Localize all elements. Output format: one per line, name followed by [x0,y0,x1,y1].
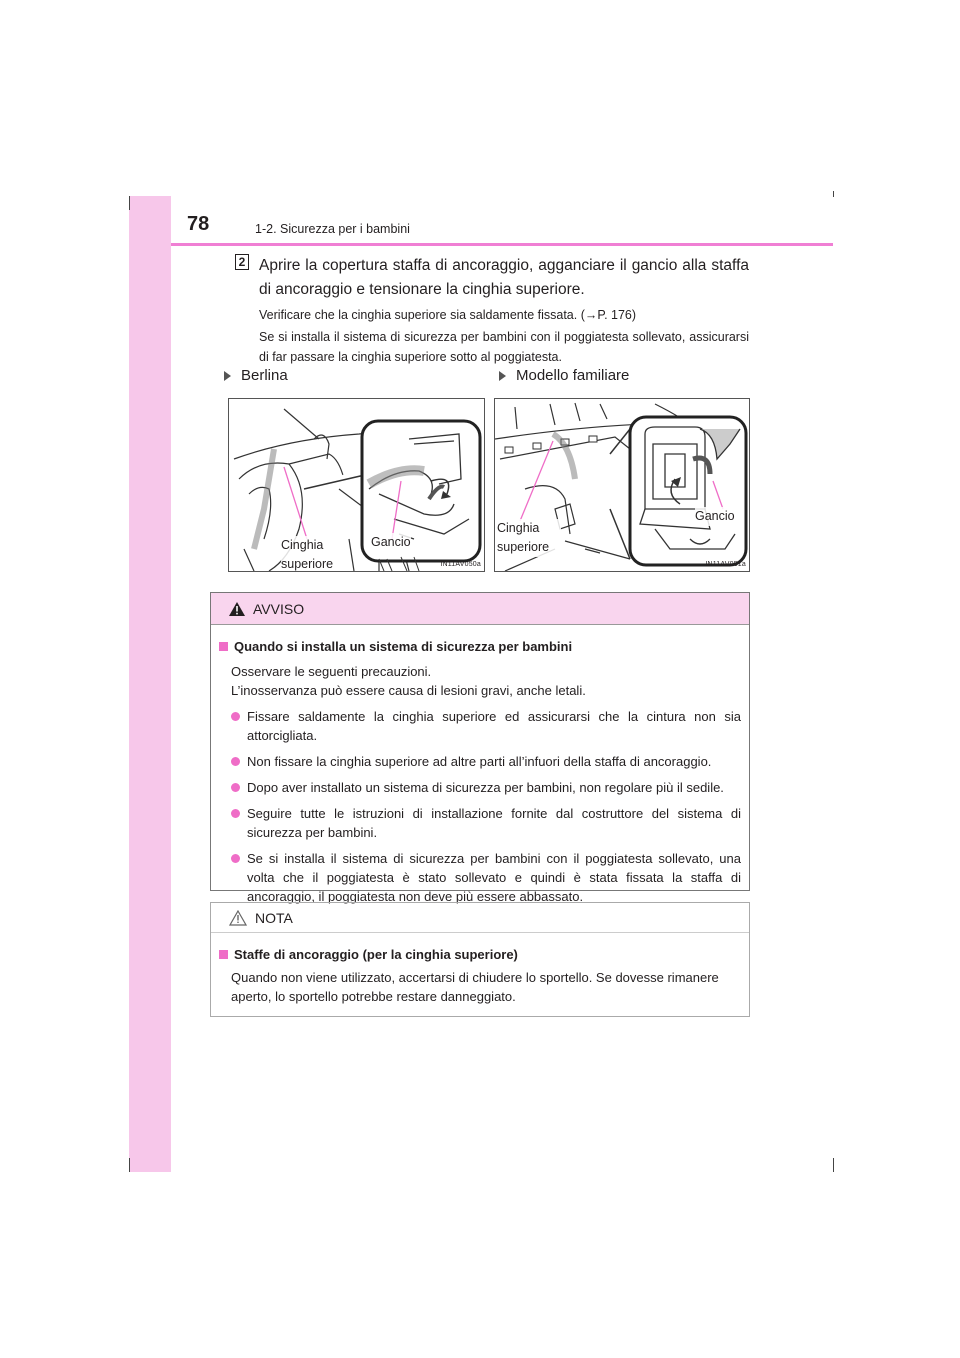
step-notes [259,305,749,369]
warning-bullet-text: Dopo aver installato un sistema di sicurezza per bambini, non regolare più il sedile. [247,780,724,795]
warning-intro-line: L’inosservanza può essere causa di lesioni gravi, anche letali. [231,683,586,698]
notice-body [211,933,749,1006]
round-bullet-icon [231,854,240,863]
warning-triangle-icon [229,602,245,616]
section-title: 1-2. Sicurezza per i bambini [255,222,410,236]
warning-box [210,592,750,904]
round-bullet-icon [231,809,240,818]
crop-mark [833,191,834,197]
warning-bullet-text: Se si installa il sistema di sicurezza per bambini con il poggiatesta sollevato, una volta che il poggiatesta è stato sollevato e quindi è stata fissata la staffa di ancoraggio, il poggiatesta non deve più essere abbassato. [247,851,741,904]
warning-bullet-text: Fissare saldamente la cinghia superiore ed assicurarsi che la cintura non sia attorcigliata. [247,709,741,743]
warning-intro [219,662,741,700]
step-instruction: Aprire la copertura staffa di ancoraggio, agganciare il gancio alla staffa di ancoraggio e tensionare la cinghia superiore. [259,257,749,298]
warning-body [211,625,749,906]
warning-bullet [219,849,741,906]
figure-code: IN11AV050a [440,561,481,568]
warning-heading [219,637,741,656]
warning-heading-text: Quando si installa un sistema di sicurezza per bambini [234,639,573,654]
figure-sedan-illustration [228,398,485,572]
figure-label-sedan [224,367,288,384]
figure-label-wagon [499,367,629,384]
notice-text: Quando non viene utilizzato, accertarsi di chiudere lo sportello. Se dovesse rimanere aperto, lo sportello potrebbe restare danneggiato. [231,970,719,1004]
round-bullet-icon [231,757,240,766]
figure-label-text: Modello familiare [516,367,630,384]
callout-hook: Gancio [695,507,735,526]
round-bullet-icon [231,712,240,721]
header-rule [171,243,833,246]
warning-bullet [219,804,741,842]
figure-label-text: Berlina [241,367,288,384]
notice-box [210,902,750,1017]
square-bullet-icon [219,642,228,651]
warning-bullet-text: Seguire tutte le istruzioni di installazione fornite dal costruttore del sistema di sicurezza per bambini. [247,806,741,840]
caution-outline-icon [229,910,247,926]
warning-bullet [219,752,741,771]
sedan-anchor-illustration [229,399,485,572]
warning-header [211,593,749,625]
warning-intro-line: Osservare le seguenti precauzioni. [231,664,432,679]
round-bullet-icon [231,783,240,792]
notice-title: NOTA [255,909,293,926]
crop-mark [129,1158,130,1172]
notice-heading [219,945,741,964]
warning-bullet [219,778,741,797]
step-number-badge: 2 [235,254,249,270]
callout-strap: Cinghia superiore [497,519,561,557]
square-bullet-icon [219,950,228,959]
crop-mark [129,196,130,210]
triangle-bullet-icon [499,371,506,381]
warning-bullet-text: Non fissare la cinghia superiore ad altre parti all’infuori della staffa di ancoraggio. [247,754,712,769]
step-note: Se si installa il sistema di sicurezza per bambini con il poggiatesta sollevato, assicurarsi di far passare la cinghia superiore sotto al poggiatesta. [259,330,749,364]
notice-header [211,903,749,933]
figure-wagon-illustration [494,398,750,572]
triangle-bullet-icon [224,371,231,381]
crop-mark [833,1158,834,1172]
warning-title: AVVISO [253,600,305,617]
page-number: 78 [187,213,210,235]
step-note: Verificare che la cinghia superiore sia saldamente fissata. (→P. 176) [259,308,637,322]
warning-bullet [219,707,741,745]
callout-hook: Gancio [371,533,411,552]
notice-heading-text: Staffe di ancoraggio (per la cinghia superiore) [234,947,518,962]
figure-code: IN11AV051a [705,561,746,568]
chapter-side-tab [129,196,171,1172]
callout-strap: Cinghia superiore [281,536,343,572]
